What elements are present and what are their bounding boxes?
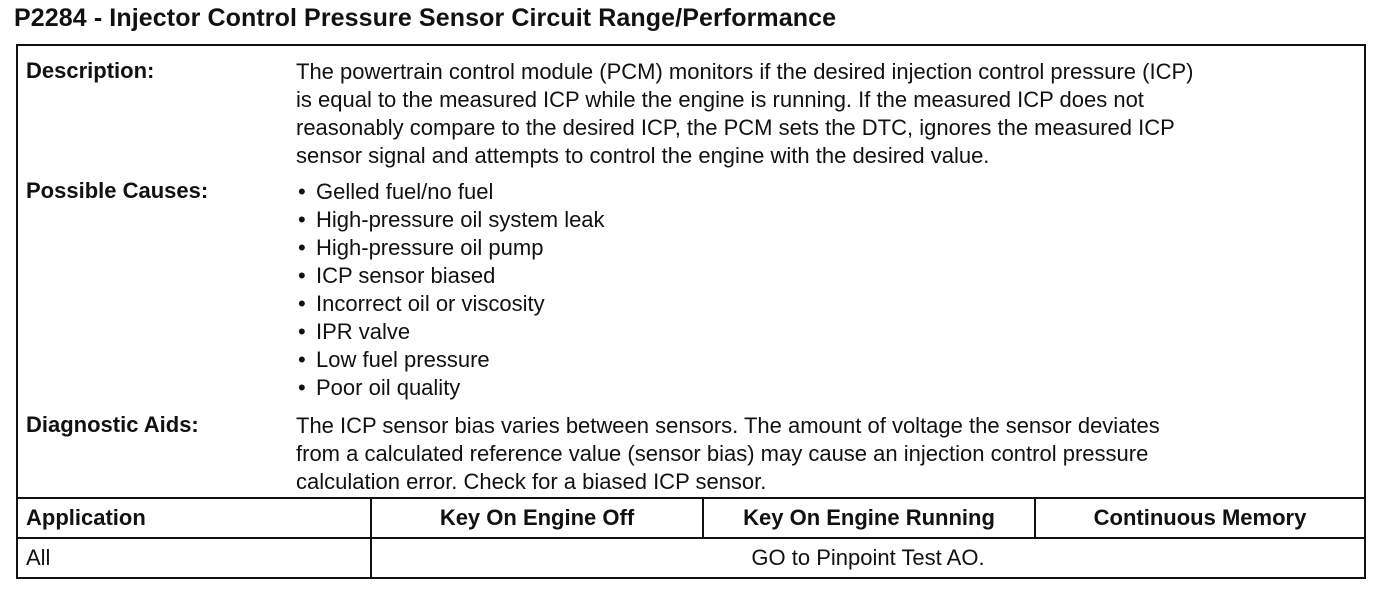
table-header-row [18, 498, 1364, 538]
header-application: Application [18, 498, 371, 538]
diagnostic-aids-line: from a calculated reference value (sensor bias) may cause an injection control pressure [296, 441, 1149, 466]
cause-item: • High-pressure oil pump [296, 234, 1362, 262]
header-continuous-memory: Continuous Memory [1035, 498, 1364, 538]
description-label: Description: [26, 58, 155, 83]
possible-causes-list [296, 178, 1362, 402]
dtc-table [16, 44, 1366, 579]
description-line: is equal to the measured ICP while the engine is running. If the measured ICP does not [296, 87, 1144, 112]
possible-causes-list-wrap [296, 178, 1362, 402]
description-line: The powertrain control module (PCM) monitors if the desired injection control pressure (ICP) [296, 59, 1194, 84]
description-text [296, 58, 1362, 170]
diagnostic-aids-text [296, 412, 1362, 496]
cause-item: • Poor oil quality [296, 374, 1362, 402]
cell-application: All [18, 538, 371, 577]
diagnostic-aids-line: The ICP sensor bias varies between sensors. The amount of voltage the sensor deviates [296, 413, 1160, 438]
cause-item: • Incorrect oil or viscosity [296, 290, 1362, 318]
header-key-on-engine-running: Key On Engine Running [703, 498, 1035, 538]
cause-item: • High-pressure oil system leak [296, 206, 1362, 234]
possible-causes-label: Possible Causes: [26, 178, 209, 203]
header-key-on-engine-off: Key On Engine Off [371, 498, 703, 538]
cause-item: • Gelled fuel/no fuel [296, 178, 1362, 206]
description-line: sensor signal and attempts to control the engine with the desired value. [296, 143, 990, 168]
diagnostic-aids-line: calculation error. Check for a biased ICP sensor. [296, 469, 767, 494]
description-line: reasonably compare to the desired ICP, the PCM sets the DTC, ignores the measured ICP [296, 115, 1175, 140]
application-table [18, 497, 1364, 577]
cause-item: • IPR valve [296, 318, 1362, 346]
page-title: P2284 - Injector Control Pressure Sensor Circuit Range/Performance [14, 4, 837, 32]
cause-item: • Low fuel pressure [296, 346, 1362, 374]
table-row [18, 538, 1364, 577]
cause-item: • ICP sensor biased [296, 262, 1362, 290]
diagnostic-aids-label: Diagnostic Aids: [26, 412, 199, 437]
cell-action: GO to Pinpoint Test AO. [371, 538, 1364, 577]
